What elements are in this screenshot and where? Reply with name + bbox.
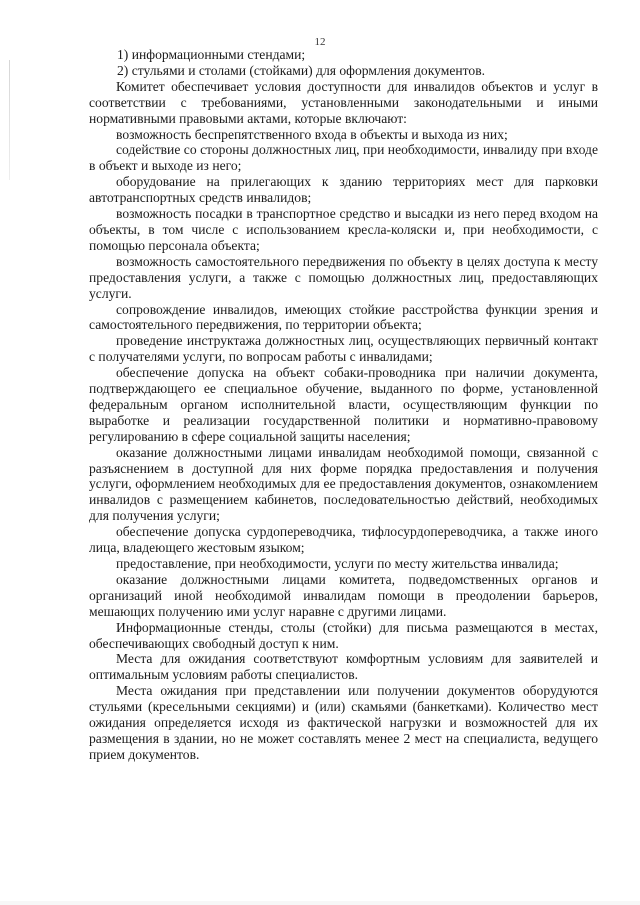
condition-explanation-help: оказание должностными лицами инвалидам необходимой помощи, связанной с разъяснением в доступной для них форме порядка предоставления и получения услуги, оформлением необходимых для ее предоставления документов, ознакомлением инвалидов с размещением кабинетов, последовательностью действий, необходимых для получения услуги; [89, 444, 598, 524]
condition-independent-movement: возможность самостоятельного передвижения по объекту в целях доступа к месту предоставления услуги, а также с помощью должностных лиц, предоставляющих услуги. [89, 253, 598, 301]
list-item-stands: 1) информационными стендами; [117, 47, 306, 62]
page-bottom-edge [0, 901, 640, 905]
condition-official-assistance: содействие со стороны должностных лиц, при необходимости, инвалиду при входе в объект и выходе из него; [89, 142, 598, 174]
condition-parking: оборудование на прилегающих к зданию территориях мест для парковки автотранспортных средств инвалидов; [89, 174, 598, 206]
page-number: 12 [314, 36, 326, 48]
paragraph-waiting-equipment: Места ожидания при представлении или получении документов оборудуются стульями (кресельными секциями) и (или) скамьями (банкетками). Количество мест ожидания определяется исходя из фактической нагрузки и возможностей для их размещения в здании, но не может составлять менее 2 мест на специалиста, ведущего прием документов. [89, 683, 598, 762]
condition-vehicle-boarding: возможность посадки в транспортное средство и высадки из него перед входом на объекты, в том числе с использованием кресла-коляски и, при необходимости, с помощью персонала объекта; [89, 206, 598, 253]
paragraph-information-stands: Информационные стенды, столы (стойки) для письма размещаются в местах, обеспечивающих свободный доступ к ним. [89, 619, 598, 651]
condition-sign-interpreter: обеспечение допуска сурдопереводчика, тифлосурдопереводчика, а также иного лица, владеющего жестовым языком; [89, 524, 598, 556]
condition-home-service: предоставление, при необходимости, услуги по месту жительства инвалида; [116, 556, 559, 571]
document-body [89, 47, 598, 763]
scan-edge-mark [9, 60, 10, 180]
condition-barrier-help: оказание должностными лицами комитета, подведомственных органов и организаций иной необходимой инвалидам помощи в преодолении барьеров, мешающих получению ими услуг наравне с другими лицами. [89, 571, 598, 619]
paragraph-waiting-places: Места для ожидания соответствуют комфортным условиям для заявителей и оптимальным условиям работы специалистов. [89, 651, 598, 683]
condition-escort: сопровождение инвалидов, имеющих стойкие расстройства функции зрения и самостоятельного передвижения, по территории объекта; [89, 301, 598, 333]
paragraph-committee-provides: Комитет обеспечивает условия доступности для инвалидов объектов и услуг в соответствии с требованиями, установленными законодательными и иными нормативными правовыми актами, которые включают: [89, 78, 598, 126]
condition-staff-briefing: проведение инструктажа должностных лиц, осуществляющих первичный контакт с получателями услуги, по вопросам работы с инвалидами; [89, 333, 598, 365]
list-item-chairs-tables: 2) стульями и столами (стойками) для оформления документов. [117, 62, 486, 78]
condition-guide-dog: обеспечение допуска на объект собаки-проводника при наличии документа, подтверждающего ее специальное обучение, выданного по форме, установленной федеральным органом исполнительной власти, осуществляющим функции по выработке и реализации государственной политики и нормативно-правовому регулированию в сфере социальной защиты населения; [89, 365, 598, 444]
condition-free-entry: возможность беспрепятственного входа в объекты и выхода из них; [116, 126, 508, 142]
